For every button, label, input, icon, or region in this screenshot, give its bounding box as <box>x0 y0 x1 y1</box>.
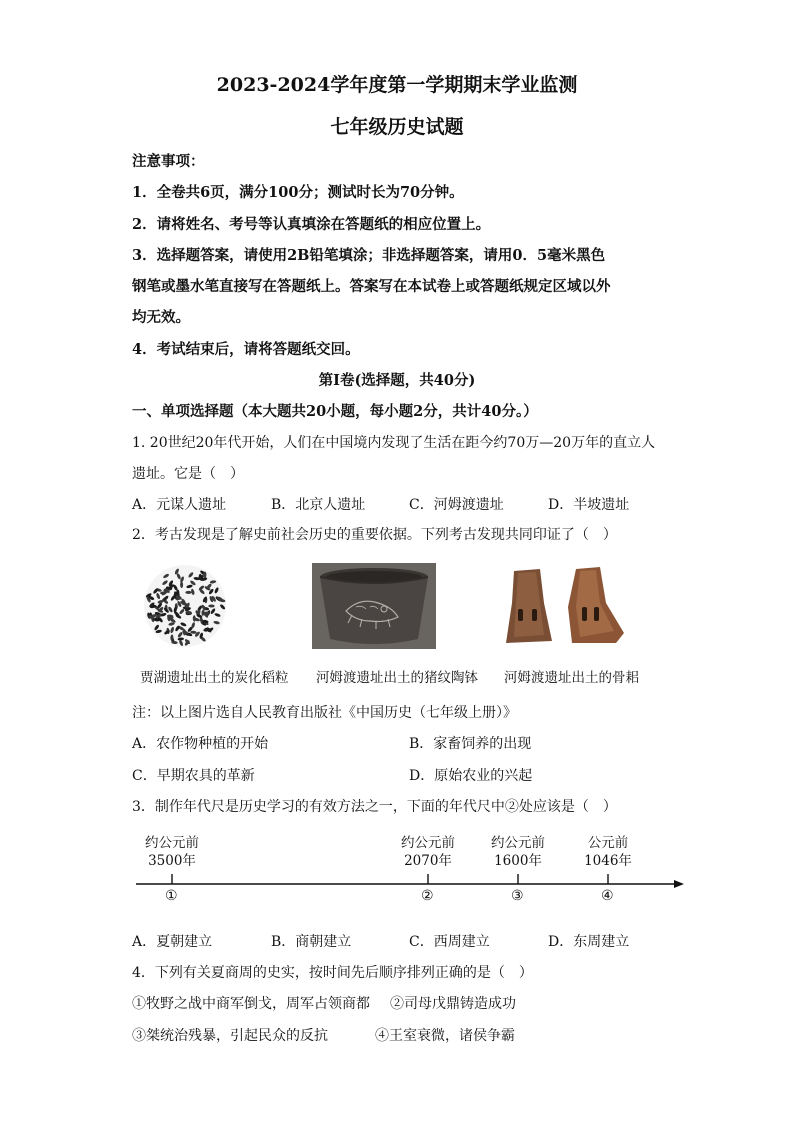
q2-option-c[interactable]: C．早期农具的革新 <box>132 768 255 784</box>
q1-option-a[interactable]: A．元谋人遗址 <box>132 497 227 513</box>
q1-option-b[interactable]: B．北京人遗址 <box>271 497 366 513</box>
timeline-label: 约公元前 2070年 <box>401 835 455 869</box>
timeline-marker: ④ <box>601 888 614 904</box>
notice-heading: 注意事项： <box>132 153 205 170</box>
q4-item: ②司母戊鼎铸造成功 <box>390 996 516 1012</box>
q2-option-b[interactable]: B．家畜饲养的出现 <box>409 736 532 752</box>
q3-option-b[interactable]: B．商朝建立 <box>271 934 352 950</box>
notice-item: 均无效。 <box>132 309 190 326</box>
q1-option-d[interactable]: D．半坡遗址 <box>548 497 630 513</box>
timeline-marker: ① <box>165 888 178 904</box>
q1-stem-line2: 遗址。它是（ ） <box>132 466 244 482</box>
notice-item: 2．请将姓名、考号等认真填涂在答题纸的相应位置上。 <box>132 216 491 233</box>
image-caption: 河姆渡遗址出土的骨耜 <box>504 670 639 686</box>
q4-item: ④王室衰微，诸侯争霸 <box>375 1028 515 1044</box>
timeline-label: 公元前 1046年 <box>584 835 632 869</box>
image-caption: 河姆渡遗址出土的猪纹陶钵 <box>316 670 478 686</box>
timeline-label: 约公元前 3500年 <box>145 835 199 869</box>
image-caption: 贾湖遗址出土的炭化稻粒 <box>140 670 289 686</box>
section-title: 第Ⅰ卷(选择题，共40分) <box>318 372 476 389</box>
notice-item: 4．考试结束后，请将答题纸交回。 <box>132 341 360 358</box>
q3-option-c[interactable]: C．西周建立 <box>409 934 490 950</box>
timeline-label: 约公元前 1600年 <box>491 835 545 869</box>
q4-item: ③桀统治残暴，引起民众的反抗 <box>132 1028 328 1044</box>
q1-option-c[interactable]: C．河姆渡遗址 <box>409 497 504 513</box>
q3-option-d[interactable]: D．东周建立 <box>548 934 630 950</box>
q2-option-d[interactable]: D．原始农业的兴起 <box>409 768 533 784</box>
q2-stem: 2．考古发现是了解史前社会历史的重要依据。下列考古发现共同印证了（ ） <box>132 527 617 543</box>
q3-option-a[interactable]: A．夏朝建立 <box>132 934 213 950</box>
bone-spade-image <box>496 563 636 649</box>
image-source-note: 注：以上图片选自人民教育出版社《中国历史（七年级上册）》 <box>132 705 517 721</box>
timeline-marker: ③ <box>511 888 524 904</box>
carbonized-rice-image <box>142 563 228 649</box>
q4-item: ①牧野之战中商军倒戈，周军占领商都 <box>132 996 370 1012</box>
pig-pattern-pottery-image <box>312 563 436 649</box>
timeline-marker: ② <box>421 888 434 904</box>
q2-option-a[interactable]: A．农作物种植的开始 <box>132 736 269 752</box>
notice-item: 3．选择题答案，请使用2B铅笔填涂；非选择题答案，请用0．5毫米黑色 <box>132 247 606 264</box>
q4-stem: 4．下列有关夏商周的史实，按时间先后顺序排列正确的是（ ） <box>132 965 533 981</box>
q1-stem-line1: 1. 20世纪20年代开始，人们在中国境内发现了生活在距今约70万—20万年的直立人 <box>132 435 656 451</box>
notice-item: 钢笔或墨水笔直接写在答题纸上。答案写在本试卷上或答题纸规定区域以外 <box>132 278 611 295</box>
q3-stem: 3．制作年代尺是历史学习的有效方法之一，下面的年代尺中②处应该是（ ） <box>132 799 617 815</box>
exam-subtitle: 七年级历史试题 <box>330 116 464 138</box>
part-title: 一、单项选择题（本大题共20小题，每小题2分，共计40分。） <box>132 403 538 420</box>
notice-item: 1．全卷共6页，满分100分；测试时长为70分钟。 <box>132 184 464 201</box>
exam-title: 2023-2024学年度第一学期期末学业监测 <box>216 74 578 96</box>
